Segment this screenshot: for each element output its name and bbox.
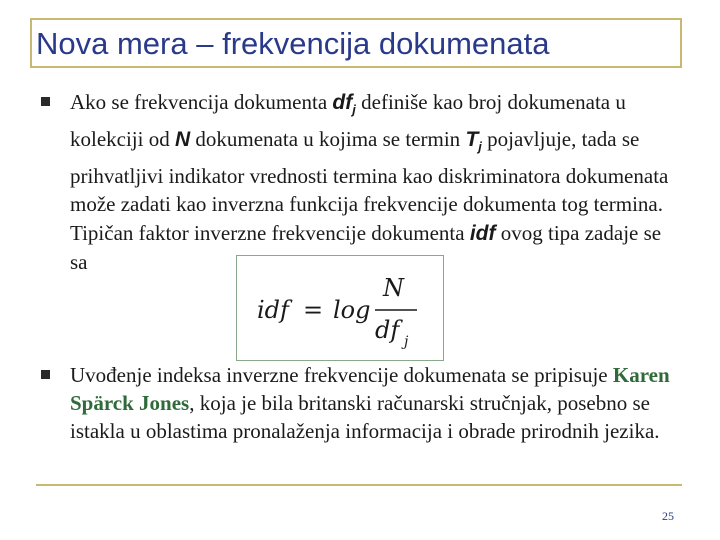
footer-rule	[36, 484, 682, 486]
p1-text-4: pojavljuje, tada se prihvatljivi indikator vrednosti termina kao diskriminatora dokumenata može zadati kao inverzna funkcija frekvencije dokumenta tog termina. Tipičan faktor inverzne frekvencije dokumenta	[70, 126, 669, 245]
formula-log: log	[333, 296, 371, 324]
title-frame-right	[680, 18, 682, 66]
formula-denominator: df	[375, 316, 400, 344]
p2-text-2: , koja je bila britanski računarski stručnjak, posebno se istakla u oblastima pronalaženja informacija i obrade prirodnih jezika.	[70, 391, 660, 443]
title-underline	[30, 66, 682, 68]
p1-text-1: Ako se frekvencija dokumenta	[70, 90, 333, 114]
title-frame-top	[30, 18, 682, 20]
p1-text-2: definiše kao broj dokumenata u kolekciji od	[70, 90, 626, 151]
paragraph-2	[70, 361, 670, 445]
p2-text-1: Uvođenje indeksa inverzne frekvencije dokumenata se pripisuje	[70, 363, 613, 387]
idf-formula	[237, 256, 443, 360]
idf-formula-box	[236, 255, 444, 361]
title-frame-left	[30, 18, 32, 66]
page-number: 25	[662, 509, 674, 523]
p1-text-5: ovog tipa zadaje se sa	[70, 220, 662, 275]
p1-idf: idf	[469, 221, 496, 245]
paragraph-1	[70, 88, 670, 277]
p1-T: T	[465, 127, 479, 151]
p1-text-3: dokumenata u kojima se termin	[190, 126, 466, 151]
bullet-marker-2	[41, 370, 50, 379]
p1-df-sub: j	[352, 102, 356, 118]
formula-numerator: N	[383, 274, 404, 302]
formula-equals: =	[303, 296, 324, 324]
p1-df: df	[332, 91, 353, 114]
bullet-marker-1	[41, 97, 50, 106]
p1-N: N	[174, 127, 191, 151]
formula-denominator-sub: j	[404, 334, 409, 350]
p2-person-name: Karen Spärck Jones	[70, 363, 670, 415]
slide-title: Nova mera – frekvencija dokumenata	[36, 26, 550, 61]
p1-T-sub: j	[478, 138, 482, 154]
formula-lhs: idf	[257, 296, 289, 324]
